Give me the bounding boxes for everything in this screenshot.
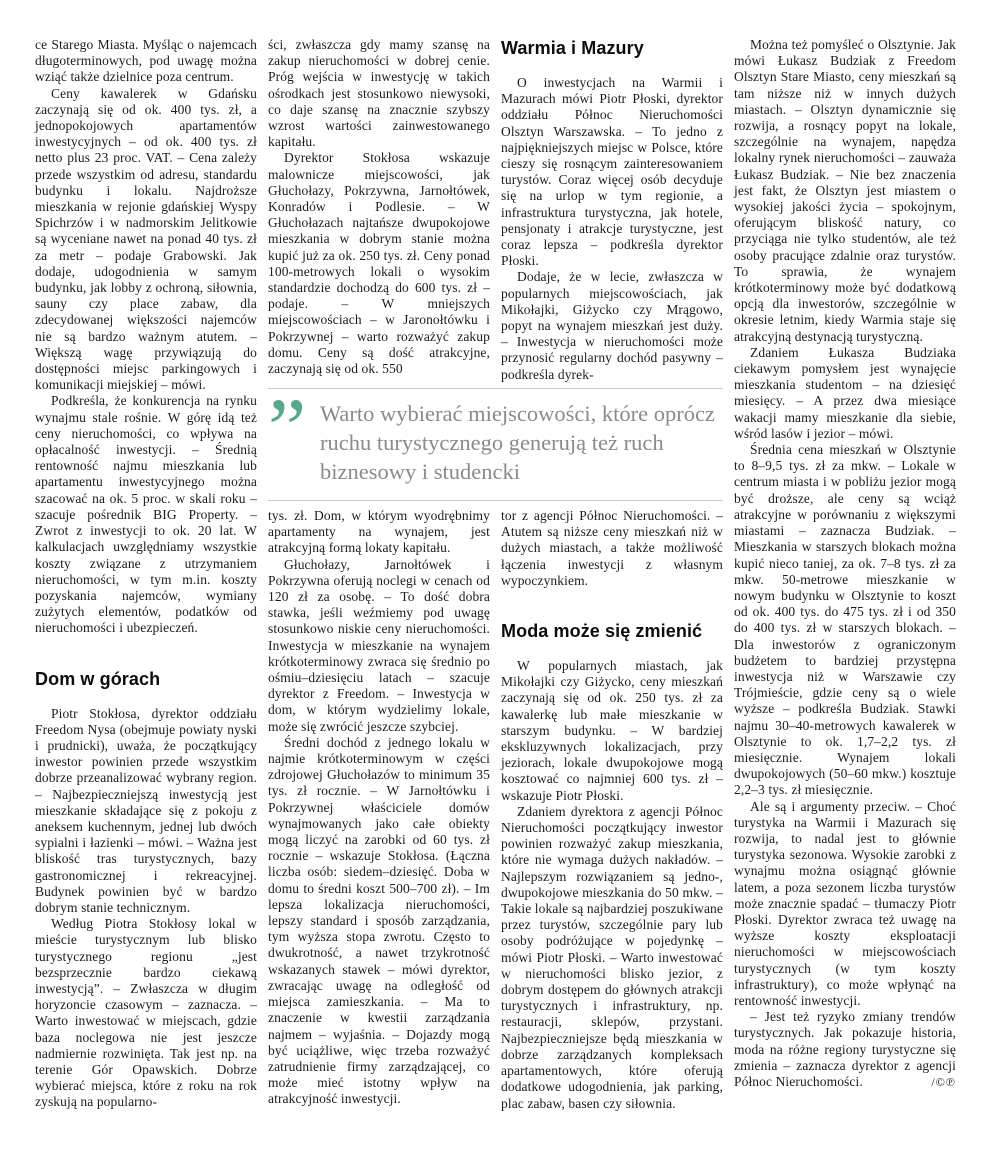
paragraph: Można też pomyśleć o Olsztynie. Jak mówi Łukasz Budziak z Freedom Olsztyn Stare Miasto, ceny mieszkań są tam niższe niż w innych dużych miastach. – Olsztyn dynamicznie się rozwija, a rosnący popyt na lokale, szczególnie na wynajem, napędza lokalny rynek nieruchomości – zauważa Łukasz Budziak. – Nie bez znaczenia jest fakt, że Olsztyn jest miastem o wysokiej jakości życia – spokojnym, oferującym bliskość natury, co przyciąga nie tylko studentów, ale też osoby pracujące zdalnie oraz turystów. To sprawia, że wynajem krótkoterminowy może być dodatkową opcją dla inwestorów, szczególnie w okresie letnim, kiedy Warmia staje się atrakcyjną destynacją turystyczną. — [734, 37, 956, 344]
column-3-bottom — [501, 508, 723, 1112]
paragraph: Zdaniem dyrektora z agencji Północ Nieruchomości początkujący inwestor powinien rozważyć zakup mieszkania, które nie wymaga dużych nakładów. – Najlepszym rozwiązaniem są jedno-, dwupokojowe mieszkania do 50 mkw. – Takie lokale są najbardziej poszukiwane przez turystów, szczególnie pary lub osoby podróżujące w pojedynkę – mówi Piotr Płoski. – Warto inwestować w nieruchomości blisko jezior, z dobrym dostępem do głównych atrakcji turystycznych i infrastruktury, np. restauracji, sklepów, przystani. Najbezpieczniejsze będą mieszkania w dobrze zarządzanych kompleksach apartamentowych, które oferują dodatkowe udogodnienia, jak parking, plac zabaw, basen czy siłownia. — [501, 803, 723, 1111]
paragraph: O inwestycjach na Warmii i Mazurach mówi Piotr Płoski, dyrektor oddziału Północ Nieruchomości Olsztyn Warszawska. – To jedno z najpiękniejszych miejsc w Polsce, które cieszy się rosnącym zainteresowaniem turystów. Coraz więcej osób decyduje się na urlop w tym regionie, a infrastruktura turystyczna, jak hotele, pensjonaty i atrakcje turystyczne, jest coraz lepsza – podkreśla dyrektor Płoski. — [501, 75, 723, 269]
paragraph: Ale są i argumenty przeciw. – Choć turystyka na Warmii i Mazurach się rozwija, to nadal jest to głównie turystyka sezonowa. Wysokie zarobki z wynajmu można osiągnąć głównie latem, a poza sezonem liczba turystów może znacznie spadać – tłumaczy Piotr Płoski. Dyrektor zwraca też uwagę na wyższe koszty eksploatacji nieruchomości w miejscowościach turystycznych (w tym koszty infrastruktury), co może wpłynąć na rentowność inwestycji. — [734, 798, 956, 1008]
paragraph: Podkreśla, że konkurencja na rynku wynajmu stale rośnie. W górę idą też ceny nieruchomości, co wpływa na opłacalność inwestycji. – Średnią rentowność najmu mieszkania lub apartamentu inwestycyjnego można szacować na ok. 5 proc. w skali roku – szacuje pośrednik BIG Property. – Zwrot z inwestycji to ok. 20 lat. W kalkulacjach uwzględniamy wszystkie koszty związane z utrzymaniem nieruchomości, w tym m.in. koszty pozyskania najemców, wymiany zużytych elementów, podatków od nieruchomości i ubezpieczeń. — [35, 393, 257, 636]
paragraph: Dyrektor Stokłosa wskazuje malownicze miejscowości, jak Głuchołazy, Pokrzywna, Jarnołtówek, Konradów i Podlesie. – W Głuchołazach najtańsze dwupokojowe mieszkania w dobrym stanie można kupić już za ok. 250 tys. zł. Ceny ponad 100-metrowych lokali o wysokim standardzie dochodzą do 600 tys. zł – podaje. – W mniejszych miejscowościach – w Jaronołtówku i Pokrzywnej – warto rozważyć zakup domu. Ceny są dość atrakcyjne, zaczynają się od ok. 550 — [268, 150, 490, 377]
paragraph: Ceny kawalerek w Gdańsku zaczynają się od ok. 400 tys. zł, a jednopokojowych apartamentów inwestycyjnych – od ok. 400 tys. zł netto plus 23 proc. VAT. – Cena zależy przede wszystkim od adresu, standardu budynku i lokalu. Najdroższe mieszkania w rejonie gdańskiej Wyspy Spichrzów i w nadmorskim Jelitkowie są wyceniane nawet na ponad 40 tys. zł za metr – podaje Grabowski. Jak dodaje, udogodnienia w samym budynku, jak lobby z ochroną, siłownia, sauny czy place zabaw, dla zdecydowanej większości najemców nie są bardzo ważnym atutem. – Większą wagę przywiązują do dostępności miejsc parkingowych i komunikacji miejskiej – mówi. — [35, 85, 257, 393]
paragraph: ści, zwłaszcza gdy mamy szansę na zakup nieruchomości w dobrej cenie. Próg wejścia w inwestycję w takich ośrodkach jest stosunkowo niewysoki, co daje szansę na znacznie szybszy wzrost wartości zainwestowanego kapitału. — [268, 37, 490, 150]
quotation-mark-icon: ” — [268, 380, 303, 476]
column-2-bottom — [268, 508, 490, 1108]
pull-quote-text: Warto wybierać miejscowości, które oprócz ruchu turystycznego generują też ruch biznesowy i studencki — [320, 401, 715, 484]
article-end-mark: /©℗ — [931, 1075, 956, 1089]
section-heading-dom-w-gorach: Dom w górach — [35, 668, 161, 689]
paragraph: Według Piotra Stokłosy lokal w mieście turystycznym lub blisko turystycznego regionu „jest bezsprzecznie bardzo ciekawą inwestycją”. – Zwłaszcza w długim horyzoncie czasowym – zaznacza. – Warto inwestować w miejscach, gdzie baza noclegowa nie jest jeszcze nadmiernie rozwinięta. Tak jest np. na terenie Gór Opawskich. Dobrze wybierać miejsca, które z roku na rok zyskują na popularno- — [35, 916, 257, 1110]
column-3-top — [501, 34, 723, 382]
paragraph: tor z agencji Północ Nieruchomości. – Atutem są niższe ceny mieszkań niż w dużych miastach, a także możliwość łączenia inwestycji z własnym wypoczynkiem. — [501, 508, 723, 588]
paragraph-text: – Jest też ryzyko zmiany trendów turystycznych. Jak pokazuje historia, moda na różne regiony turystyczne się zmienia – zaznacza dyrektor z agencji Północ Nieruchomości. — [734, 1009, 956, 1089]
paragraph: ce Starego Miasta. Myśląc o najemcach długoterminowych, pod uwagę można wziąć także dzielnice poza centrum. — [35, 37, 257, 85]
section-heading-warmia-i-mazury: Warmia i Mazury — [501, 38, 644, 58]
paragraph: Zdaniem Łukasza Budziaka ciekawym pomysłem jest wynajęcie mieszkania studentom – na dziesięć miesięcy. – A przez dwa miesiące wakacji mamy mieszkanie dla siebie, wśród lasów i jezior – mówi. — [734, 344, 956, 441]
section-heading-moda-moze-sie-zmienic: Moda może się zmienić — [501, 621, 703, 642]
column-1 — [35, 37, 257, 1111]
paragraph: W popularnych miastach, jak Mikołajki czy Giżycko, ceny mieszkań zaczynają się od ok. 250 tys. zł za kawalerkę lub małe mieszkanie w starszym budynku. – W bardziej ekskluzywnych lokalizacjach, przy jeziorach, lokale dwupokojowe mogą kosztować co najmniej 600 tys. zł – wskazuje Piotr Płoski. — [501, 658, 723, 803]
paragraph: Głuchołazy, Jarnołtówek i Pokrzywna oferują noclegi w cenach od 120 zł za osobę. – To dość dobra stawka, jeśli weźmiemy pod uwagę stosunkowo niskie ceny nieruchomości. Inwestycja w mieszkanie na wynajem krótkoterminowy zwraca się średnio po ośmiu–dziesięciu latach – szacuje dyrektor z Freedom. – Inwestycja w dom, w którym wydzielimy lokale, może się zwrócić jeszcze szybciej. — [268, 556, 490, 734]
paragraph: Dodaje, że w lecie, zwłaszcza w popularnych miejscowościach, jak Mikołajki, Giżycko czy Mrągowo, popyt na wynajem mieszkań jest duży. – Inwestycja w nieruchomości może przynosić regularny dochód pasywny – podkreśla dyrek- — [501, 269, 723, 382]
pull-quote — [268, 380, 723, 501]
paragraph: tys. zł. Dom, w którym wyodrębnimy apartamenty na wynajem, jest atrakcyjną formą lokaty kapitału. — [268, 508, 490, 556]
paragraph: Piotr Stokłosa, dyrektor oddziału Freedom Nysa (obejmuje powiaty nyski i prudnicki), uważa, że początkujący inwestor powinien przede wszystkim dobrze przeanalizować wybrany region. – Najbezpieczniejszą inwestycją jest mieszkanie składające się z pokoju z aneksem kuchennym, jednej lub dwóch sypialni i łazienki – mówi. – Ważna jest bliskość tras turystycznych, bazy gastronomicznej i rekreacyjnej. Budynek powinien być w bardzo dobrym stanie technicznym. — [35, 705, 257, 915]
column-4 — [734, 37, 956, 1090]
paragraph — [734, 1009, 956, 1090]
paragraph: Średnia cena mieszkań w Olsztynie to 8–9,5 tys. zł za mkw. – Lokale w centrum miasta i w pobliżu jezior mogą być droższe, ale ceny są wciąż atrakcyjne w porównaniu z większymi miastami – zaznacza Budziak. – Mieszkania w starszych blokach można kupić nieco taniej, za ok. 7–8 tys. zł za mkw. 50-metrowe mieszkanie w nowym budynku w Olsztynie to koszt od ok. 400 tys. do 475 tys. zł i od 350 do 400 tys. zł w starszych blokach. – Dla inwestorów z ograniczonym budżetem to bardziej przystępna inwestycja niż w Warszawie czy Trójmieście, gdzie ceny są o wiele wyższe – podkreśla Budziak. Stawki najmu 30–40-metrowych kawalerek w Olsztynie to ok. 1,7–2,2 tys. zł miesięcznie. Wynajem lokali dwupokojowych (50–60 mkw.) kosztuje 2,2–3 tys. zł miesięcznie. — [734, 442, 956, 798]
column-2-top — [268, 37, 490, 377]
paragraph: Średni dochód z jednego lokalu w najmie krótkoterminowym w części zdrojowej Głuchołazów to minimum 35 tys. zł rocznie. – W Jarnołtówku i Pokrzywnej właściciele domów wynajmowanych jako całe obiekty mogą liczyć na zarobki od 60 tys. zł rocznie – wskazuje Stokłosa. (Łączna liczba osób: siedem–dziesięć. Doba w domu to średni koszt 500–700 zł). – Im lepsza lokalizacja nieruchomości, lepszy standard i sposób zarządzania, tym wyższa stopa zwrotu. Często to dwukrotność, a nawet trzykrotność wskazanych stawek – mówi dyrektor, zwracając uwagę na odległość od miejsca zamieszkania. – Ma to znaczenie w kwestii zarządzania najmem – wyjaśnia. – Dojazdy mogą być uciążliwe, więc trzeba rozważyć zatrudnienie firmy zarządzającej, co może mieć istotny wpływ na atrakcyjność inwestycji. — [268, 734, 490, 1107]
